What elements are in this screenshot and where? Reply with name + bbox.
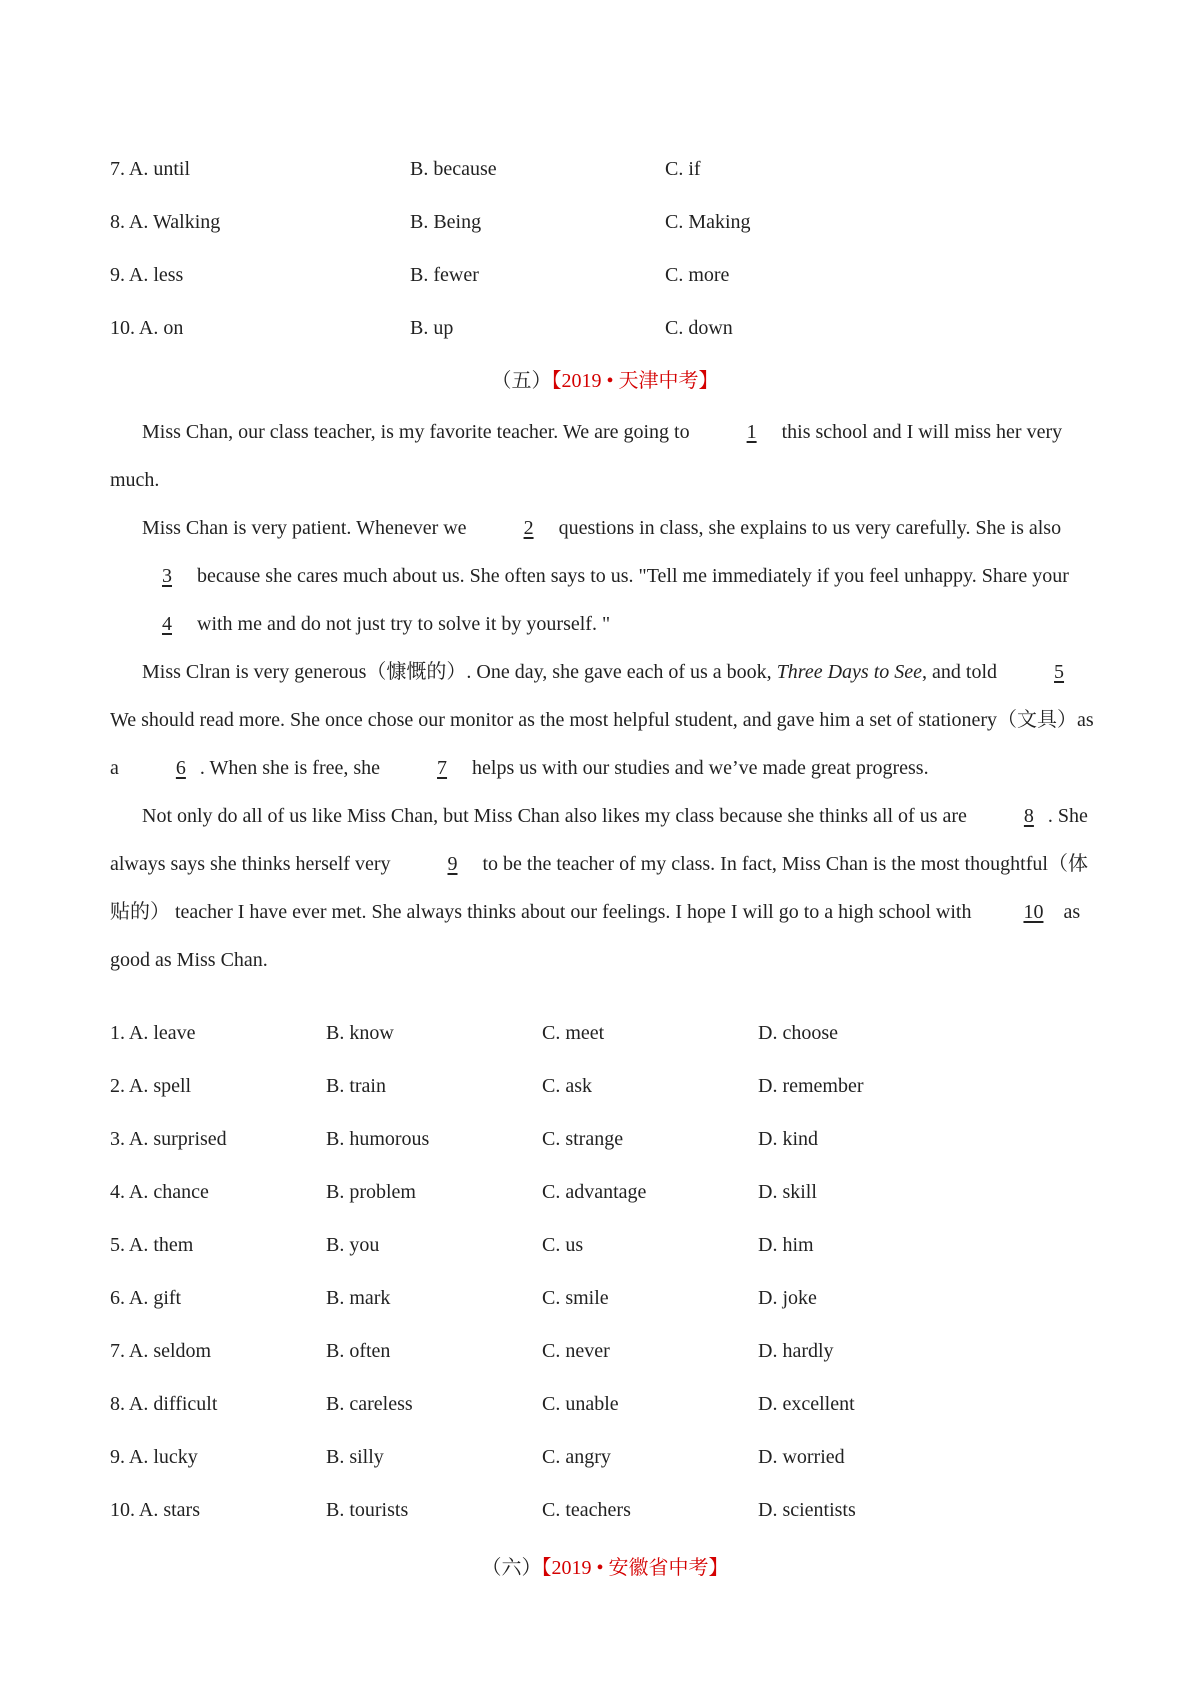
blank-10[interactable]: 10 [1023,901,1044,923]
blank-6[interactable]: 6 [175,757,186,779]
paragraph [110,408,1100,504]
passage [110,408,1100,984]
option-c[interactable]: C. advantage [542,1181,647,1203]
text: . She always says she thinks herself very [110,805,1088,875]
option-d[interactable]: D. skill [758,1181,817,1203]
text: helps us with our studies and we’ve made great progress. [472,757,929,779]
option-d[interactable]: D. worried [758,1446,845,1468]
text: Not only do all of us like Miss Chan, but Miss Chan also likes my class because she thinks all of us are [142,805,967,827]
text: We should read more. She once chose our monitor as the most helpful student, and gave him a set of stationery（文具）as a [110,709,1094,779]
paragraph [110,648,1100,792]
option-b: B. because [410,158,497,180]
text: Miss Clran is very generous（慷慨的）. One day, she gave each of us a book, [142,661,772,683]
blank-7[interactable]: 7 [437,757,448,779]
option-b[interactable]: B. silly [326,1446,384,1468]
option-b[interactable]: B. train [326,1075,386,1097]
option-b[interactable]: B. tourists [326,1499,409,1521]
option-a: 8. A. Walking [110,211,221,233]
blank-5[interactable]: 5 [1054,661,1065,683]
option-a: 9. A. less [110,264,184,286]
section-number: （六） [481,1557,542,1579]
paragraph [110,504,1100,648]
option-c[interactable]: C. ask [542,1075,592,1097]
option-a[interactable]: 7. A. seldom [110,1340,212,1362]
option-c[interactable]: C. unable [542,1393,619,1415]
blank-4[interactable]: 4 [162,613,172,635]
option-a[interactable]: 2. A. spell [110,1075,192,1097]
option-b: B. fewer [410,264,479,286]
text: questions in class, she explains to us very carefully. She is also [558,517,1062,539]
blank-3[interactable]: 3 [162,565,172,587]
option-c[interactable]: C. angry [542,1446,611,1468]
option-a[interactable]: 8. A. difficult [110,1393,218,1415]
option-d[interactable]: D. joke [758,1287,817,1309]
text: this school and I will miss her very much. [110,421,1063,491]
option-a[interactable]: 5. A. them [110,1234,194,1256]
paragraph [110,792,1100,984]
text: with me and do not just try to solve it by yourself. " [197,613,611,635]
option-b[interactable]: B. mark [326,1287,391,1309]
option-a[interactable]: 3. A. surprised [110,1128,227,1150]
book-title: Three Days to See [776,661,923,683]
section-source: 【2019 • 安徽省中考】 [541,1557,729,1579]
option-d[interactable]: D. excellent [758,1393,855,1415]
text: Miss Chan is very patient. Whenever we [142,517,467,539]
option-b[interactable]: B. humorous [326,1128,430,1150]
option-a: 7. A. until [110,158,191,180]
text: Miss Chan, our class teacher, is my favorite teacher. We are going to [142,421,690,443]
blank-2[interactable]: 2 [523,517,534,539]
section-number: （五） [491,370,552,392]
option-a[interactable]: 9. A. lucky [110,1446,198,1468]
text: . When she is free, she [199,757,381,779]
option-c[interactable]: C. never [542,1340,610,1362]
option-d[interactable]: D. remember [758,1075,864,1097]
text: , and told [922,661,998,683]
option-d[interactable]: D. him [758,1234,814,1256]
option-c[interactable]: C. teachers [542,1499,631,1521]
option-b: B. Being [410,211,482,233]
option-b[interactable]: B. problem [326,1181,416,1203]
option-b[interactable]: B. careless [326,1393,413,1415]
option-c: C. Making [665,211,751,233]
option-a[interactable]: 4. A. chance [110,1181,209,1203]
text: to be the teacher of my class. In fact, Miss Chan is the most thoughtful（体贴的） teacher I have ever met. She always thinks about our feelings. I hope I will go to a high school with [110,853,1088,923]
option-c[interactable]: C. strange [542,1128,624,1150]
option-c[interactable]: C. smile [542,1287,609,1309]
text: because she cares much about us. She often says to us. "Tell me immediately if you feel unhappy. Share your [197,565,1069,587]
option-a[interactable]: 10. A. stars [110,1499,200,1521]
option-b[interactable]: B. often [326,1340,391,1362]
option-d[interactable]: D. hardly [758,1340,834,1362]
option-c[interactable]: C. meet [542,1022,605,1044]
option-d[interactable]: D. kind [758,1128,818,1150]
option-c: C. if [665,158,701,180]
option-b: B. up [410,317,454,339]
option-a[interactable]: 6. A. gift [110,1287,182,1309]
option-c: C. more [665,264,730,286]
option-d[interactable]: D. scientists [758,1499,856,1521]
option-b[interactable]: B. know [326,1022,394,1044]
option-c[interactable]: C. us [542,1234,584,1256]
blank-1[interactable]: 1 [746,421,757,443]
blank-9[interactable]: 9 [447,853,458,875]
section-heading [110,1553,1100,1583]
option-a[interactable]: 1. A. leave [110,1022,196,1044]
section-heading [110,366,1100,396]
option-d[interactable]: D. choose [758,1022,838,1044]
option-b[interactable]: B. you [326,1234,380,1256]
option-a: 10. A. on [110,317,184,339]
text: as good as Miss Chan. [110,901,1081,971]
blank-8[interactable]: 8 [1023,805,1034,827]
option-c: C. down [665,317,733,339]
section-source: 【2019 • 天津中考】 [551,370,719,392]
